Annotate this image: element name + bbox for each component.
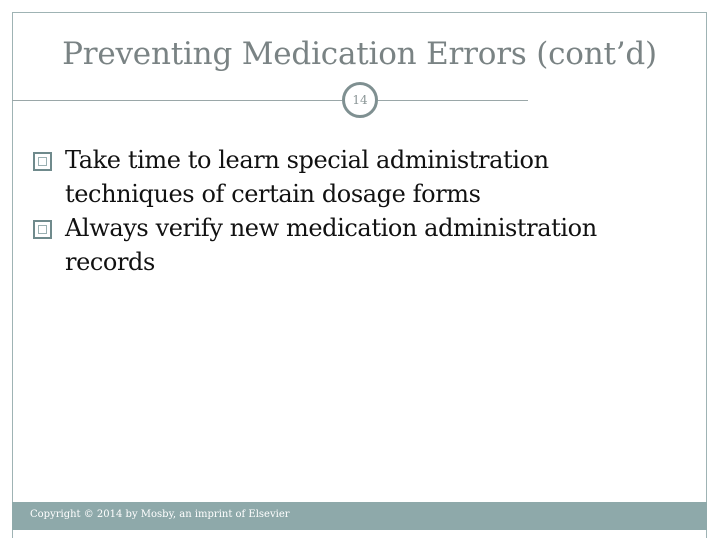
page-number: 14	[342, 82, 378, 118]
square-bullet-icon	[33, 152, 52, 171]
copyright-footer: Copyright © 2014 by Mosby, an imprint of Elsevier	[30, 509, 290, 520]
bullet-text: Always verify new medication administration records	[65, 214, 597, 276]
title-divider-left	[12, 100, 342, 101]
bullet-text: Take time to learn special administration techniques of certain dosage forms	[65, 146, 549, 208]
title-divider-right	[378, 100, 528, 101]
square-bullet-icon	[33, 220, 52, 239]
bullet-item	[33, 211, 673, 279]
bullet-list	[33, 143, 673, 279]
slide-title: Preventing Medication Errors (cont’d)	[62, 36, 657, 72]
bullet-item	[33, 143, 673, 211]
